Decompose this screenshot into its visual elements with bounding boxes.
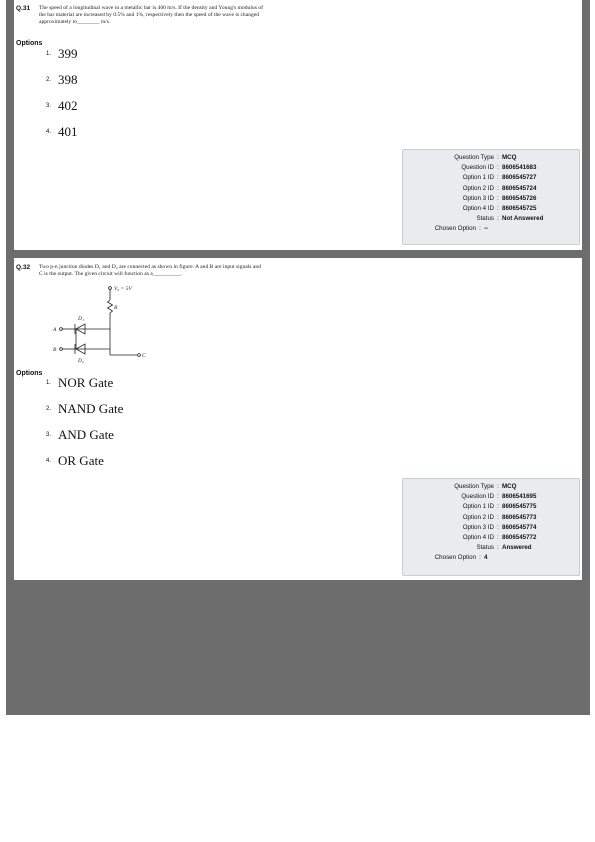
info-label: Option 1 ID	[462, 174, 494, 182]
option-text: 402	[58, 98, 78, 113]
info-label: Status	[476, 544, 494, 552]
info-row: Question Type : MCQ	[403, 153, 579, 163]
info-value: 8606545724	[502, 184, 537, 192]
info-value: 8606545727	[502, 174, 537, 182]
info-value: --	[484, 225, 489, 233]
info-row: Option 2 ID : 8606545773	[403, 513, 579, 523]
option-text: NOR Gate	[58, 375, 114, 390]
question-text-line: The speed of a longitudinal wave in a metallic bar is 400 m/s. If the density and Young's modulus of	[39, 5, 263, 11]
info-row: Status : Not Answered	[403, 214, 579, 224]
diode-d2-label: D₂	[78, 358, 84, 364]
option-text: 401	[58, 124, 78, 139]
option-number: 2.	[46, 406, 52, 412]
info-label: Option 2 ID	[462, 184, 494, 192]
info-value: 8606545725	[502, 205, 537, 213]
info-label: Status	[476, 215, 494, 223]
info-label: Question Type	[454, 483, 494, 490]
output-c-label: C	[142, 353, 146, 359]
response-sheet	[6, 0, 590, 715]
question-info-panel	[402, 149, 580, 245]
input-b-label: B	[53, 347, 57, 353]
info-value: MCQ	[502, 154, 517, 161]
question-card-31	[14, 0, 582, 250]
option-number: 4.	[46, 458, 52, 464]
option-2	[46, 401, 123, 417]
info-row: Chosen Option : 4	[403, 553, 579, 563]
info-row: Question ID : 8606541695	[403, 492, 579, 502]
option-1	[46, 375, 113, 391]
info-label: Chosen Option	[434, 554, 476, 562]
info-row: Option 1 ID : 8606545727	[403, 173, 579, 183]
info-value: Not Answered	[502, 215, 544, 223]
option-number: 1.	[46, 380, 52, 386]
question-number: Q.32	[16, 264, 31, 271]
info-row: Option 4 ID : 8606545772	[403, 533, 579, 543]
info-value: 8606545726	[502, 194, 537, 202]
option-text: AND Gate	[58, 427, 114, 442]
diode-circuit-diagram	[36, 282, 166, 366]
info-label: Option 2 ID	[462, 513, 494, 521]
info-value: 4	[484, 554, 488, 562]
question-number: Q.31	[16, 5, 31, 12]
info-row: Option 2 ID : 8606545724	[403, 184, 579, 194]
resistor-label: R	[114, 305, 118, 311]
option-number: 3.	[46, 432, 52, 438]
info-value: 8606545773	[502, 513, 537, 521]
option-text: 399	[58, 46, 78, 61]
info-row: Option 4 ID : 8606545725	[403, 204, 579, 214]
option-1	[46, 46, 78, 62]
info-label: Question ID	[461, 493, 494, 501]
info-label: Option 4 ID	[462, 205, 494, 213]
option-4	[46, 453, 104, 469]
info-row: Option 3 ID : 8606545726	[403, 194, 579, 204]
question-text	[39, 264, 261, 278]
option-text: NAND Gate	[58, 401, 124, 416]
question-text-line: Two p-n junction diodes D₁ and D₂ are connected as shown in figure. A and B are input signals and	[39, 264, 261, 270]
info-value: 8606541695	[502, 493, 537, 501]
info-value: 8606545772	[502, 534, 537, 542]
info-label: Question ID	[461, 164, 494, 172]
supply-terminal	[109, 287, 112, 290]
question-text-line: the bar material are increased by 0.5% and 1%, respectively then the speed of the wave is changed	[39, 12, 260, 18]
question-info-panel	[402, 478, 580, 576]
input-a-terminal	[60, 328, 63, 331]
option-text: 398	[58, 72, 78, 87]
input-a-label: A	[53, 327, 57, 333]
output-terminal	[138, 354, 141, 357]
info-value: Answered	[502, 544, 532, 552]
option-3	[46, 98, 78, 114]
info-row: Status : Answered	[403, 543, 579, 553]
option-number: 1.	[46, 51, 52, 57]
info-row: Option 1 ID : 8606545775	[403, 502, 579, 512]
resistor-symbol	[108, 300, 113, 313]
option-2	[46, 72, 78, 88]
supply-label: V₀ = 5V	[114, 286, 132, 292]
option-4	[46, 124, 78, 140]
question-text	[39, 5, 263, 26]
info-value: 8606545775	[502, 503, 537, 511]
info-label: Option 3 ID	[462, 523, 494, 531]
options-label: Options	[16, 370, 43, 377]
options-label: Options	[16, 40, 43, 47]
info-value: 8606545774	[502, 523, 537, 531]
info-row: Question ID : 8606541683	[403, 163, 579, 173]
info-label: Chosen Option	[434, 225, 476, 233]
question-card-32	[14, 258, 582, 580]
info-row: Option 3 ID : 8606545774	[403, 523, 579, 533]
info-label: Question Type	[454, 154, 494, 161]
option-number: 4.	[46, 129, 52, 135]
diode-d1-label: D₁	[78, 316, 84, 322]
option-number: 2.	[46, 77, 52, 83]
info-value: 8606541683	[502, 164, 537, 172]
info-label: Option 4 ID	[462, 534, 494, 542]
info-label: Option 3 ID	[462, 194, 494, 202]
question-text-line: approximately to________ m/s.	[39, 19, 111, 25]
info-row: Question Type : MCQ	[403, 482, 579, 492]
question-text-line: C is the output. The given circuit will function as a__________.	[39, 271, 183, 277]
option-number: 3.	[46, 103, 52, 109]
option-text: OR Gate	[58, 453, 104, 468]
info-row: Chosen Option : --	[403, 224, 579, 234]
input-b-terminal	[60, 348, 63, 351]
info-value: MCQ	[502, 483, 517, 490]
option-3	[46, 427, 114, 443]
info-label: Option 1 ID	[462, 503, 494, 511]
